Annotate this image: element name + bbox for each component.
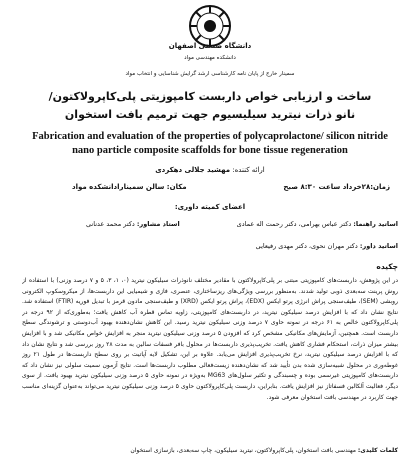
keywords-line bbox=[22, 446, 398, 456]
faculty-name: دانشکده مهندسی مواد bbox=[184, 55, 236, 61]
committee-heading: اعضای کمیته داوری: bbox=[174, 203, 246, 211]
supervisors-value: دکتر عباس بهرامی، دکتر رحمت اله عمادی bbox=[236, 220, 352, 228]
keywords-value: مهندسی بافت استخوان، پلی‌کاپرولاکتون، نیترید سیلیکون، چاپ سه‌بعدی، بازسازی استخوان bbox=[130, 447, 356, 454]
advisor-label: استاد مشاور: bbox=[136, 220, 180, 228]
university-name: دانشگاه صنعتی اصفهان bbox=[168, 42, 252, 50]
examiners-value: دکتر مهران نحوی، دکتر مهدی رفیعایی bbox=[255, 242, 358, 250]
presenter-name: مهشید جلالی دهکردی bbox=[155, 166, 231, 174]
examiners-row bbox=[256, 242, 398, 250]
abstract-body: در این پژوهش، داربست‌های کامپوزیتی مبتنی بر پلی‌کاپرولاکتون با مقادیر مختلف نانوذرات سیلیکون نیترید (۰، ۱، ۳، ۵ و ۷ درصد وزنی) با استفاده از روش پرینت سه‌بعدی ذوبی تولید شدند. به‌منظور بررسی ویژگی‌های ریزساختاری، عنصری، فازی و شیمیایی این داربست‌ها، از میکروسکوپ الکترونی روبشی (SEM)، طیف‌سنجی پراش انرژی پرتو ایکس (EDX)، پراش پرتو ایکس (XRD) و طیف‌سنجی مادون قرمز با تبدیل فوریه (FTIR) استفاده شد. نتایج نشان داد که با افزایش درصد سیلیکون نیترید، در داربست‌های کامپوزیتی، زاویه تماس قطره آب کاهش یافت؛ به‌طوری‌که از ۹۲ درجه در پلی‌کاپرولاکتون خالص به ۶۱ درجه در نمونه حاوی ۷ درصد وزنی سیلیکون نیترید رسید. این کاهش نشان‌دهنده بهبود آب‌دوستی و ترشوندگی سطح داربست است. همچنین، آزمایش‌های مکانیکی مشخص کرد که افزودن ۵ درصد وزنی سیلیکون نیترید منجر به افزایش خواص مکانیکی شد و با افزایش بیشتر میزان ذرات، استحکام فشاری کاهش یافت. تخریب‌پذیری داربست‌ها در محلول بافر فسفات سالین به مدت ۲۸ روز بررسی شد و نتایج نشان داد که با افزایش درصد سیلیکون نیترید، نرخ تخریب‌پذیری افزایش می‌یابد. علاوه بر این، تشکیل لایه آپاتیت بر روی سطح داربست‌ها در طول ۲۱ روز غوطه‌وری در محلول شبیه‌سازی شده بدن تأیید شد که نشان‌دهنده زیست‌فعالی مطلوب داربست‌ها است. نتایج آزمون سمیت سلولی نیز نشان داد که داربست‌های کامپوزیتی غیرسمی بوده و چسبندگی و تکثیر سلول‌های MG63 به‌ویژه در نمونه حاوی ۵ درصد وزنی سیلیکون نیترید بهبود یافت. از سوی دیگر، فعالیت آلکالین فسفاتاز نیز افزایش یافت. بنابراین، داربست پلی‌کاپرولاکتون حاوی ۵ درصد وزنی سیلیکون نیترید می‌تواند به‌عنوان گزینه‌ای مناسب جهت کاربرد در مهندسی بافت استخوان معرفی شود. bbox=[22, 277, 398, 401]
advisor-row bbox=[86, 220, 180, 228]
examiners-label: اساتید داور: bbox=[359, 242, 398, 250]
supervisors-label: اساتید راهنما: bbox=[353, 220, 398, 228]
presenter-label: ارائه کننده: bbox=[232, 166, 265, 174]
abstract-heading: چکیده bbox=[376, 262, 398, 271]
title-persian: ساخت و ارزیابی خواص داربست کامپوزیتی پلی‌کاپرولاکتون/ نانو ذرات نیترید سیلیسیوم جهت ترمیم بافت استخوان bbox=[48, 90, 372, 121]
keywords-label: کلمات کلیدی: bbox=[357, 447, 398, 454]
title-english: Fabrication and evaluation of the properties of polycaprolactone/ silicon nitride nano particle composite scaffolds for bone tissue regeneration bbox=[32, 131, 388, 156]
supervisors-row bbox=[237, 220, 398, 228]
advisor-value: دکتر محمد عدنانی bbox=[86, 220, 135, 228]
seminar-type: سمینار خارج از پایان نامه کارشناسی ارشد گرایش شناسایی و انتخاب مواد bbox=[125, 71, 295, 77]
presenter-line bbox=[0, 166, 420, 174]
seminar-place: مکان: سالن سمینارادانشکده مواد bbox=[72, 183, 187, 191]
seminar-time: زمان:۲۸خرداد ساعت ۸:۳۰ صبح bbox=[283, 183, 390, 191]
